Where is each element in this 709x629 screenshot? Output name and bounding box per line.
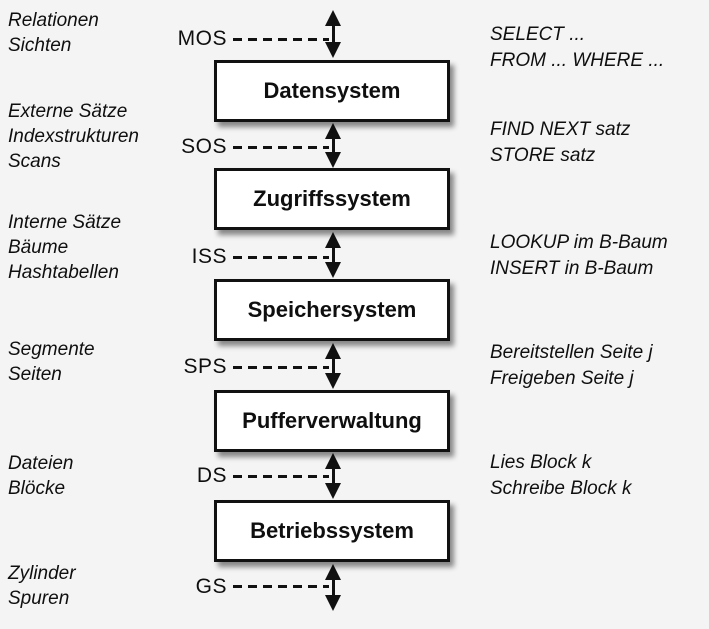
left-label-line: Externe Sätze	[8, 101, 128, 122]
dashed-connector-sos	[233, 146, 329, 149]
layer-box-pufferverwaltung	[214, 390, 450, 452]
layer-label: Speichersystem	[247, 297, 417, 322]
double-arrow-icon	[325, 343, 342, 389]
right-label-line: STORE satz	[490, 145, 596, 166]
layer-label: Zugriffssystem	[253, 186, 411, 211]
right-labels-sos	[490, 117, 630, 169]
dashed-connector-sps	[233, 366, 329, 369]
right-labels-iss	[490, 230, 668, 282]
right-label-line: Bereitstellen Seite j	[490, 342, 653, 363]
left-label-line: Interne Sätze	[8, 212, 122, 233]
dashed-connector-iss	[233, 256, 329, 259]
left-label-line: Scans	[8, 151, 61, 172]
right-label-line: LOOKUP im B-Baum	[490, 232, 668, 253]
left-label-line: Indexstrukturen	[8, 126, 139, 147]
layer-box-datensystem	[214, 60, 450, 122]
left-labels-sps	[8, 337, 95, 387]
arrow-shaft	[332, 14, 335, 54]
right-labels-sps	[490, 340, 653, 392]
double-arrow-icon	[325, 123, 342, 168]
right-label-line: INSERT in B-Baum	[490, 258, 654, 279]
double-arrow-icon	[325, 564, 342, 611]
right-label-line: Schreibe Block k	[490, 478, 632, 499]
double-arrow-icon	[325, 232, 342, 278]
dashed-connector-mos	[233, 38, 329, 41]
layer-box-speichersystem	[214, 279, 450, 341]
arrow-shaft	[332, 236, 335, 274]
left-label-line: Spuren	[8, 588, 70, 609]
interface-label-sps: SPS	[183, 355, 227, 378]
right-label-line: Lies Block k	[490, 452, 592, 473]
layer-label: Pufferverwaltung	[242, 408, 422, 433]
left-label-line: Hashtabellen	[8, 262, 119, 283]
interface-label-sos: SOS	[181, 135, 227, 158]
layer-box-betriebssystem	[214, 500, 450, 562]
layer-label: Datensystem	[263, 78, 401, 103]
arrow-shaft	[332, 568, 335, 607]
arrow-shaft	[332, 457, 335, 495]
interface-label-ds: DS	[196, 464, 227, 487]
double-arrow-icon	[325, 10, 342, 58]
layer-label: Betriebssystem	[250, 518, 414, 543]
left-label-line: Bäume	[8, 237, 69, 258]
dashed-connector-ds	[233, 475, 329, 478]
interface-label-gs: GS	[195, 575, 227, 598]
right-label-line: FROM ... WHERE ...	[490, 50, 665, 71]
right-label-line: SELECT ...	[490, 24, 586, 45]
left-labels-iss	[8, 210, 121, 285]
right-label-line: Freigeben Seite j	[490, 368, 634, 389]
left-labels-mos	[8, 8, 99, 58]
left-label-line: Relationen	[8, 10, 99, 31]
left-label-line: Blöcke	[8, 478, 66, 499]
left-label-line: Dateien	[8, 453, 74, 474]
left-label-line: Seiten	[8, 364, 62, 385]
arrow-shaft	[332, 347, 335, 385]
right-labels-mos	[490, 22, 664, 74]
left-labels-ds	[8, 451, 74, 501]
interface-label-iss: ISS	[191, 245, 227, 268]
double-arrow-icon	[325, 453, 342, 499]
left-label-line: Segmente	[8, 339, 95, 360]
arrow-shaft	[332, 127, 335, 164]
dashed-connector-gs	[233, 585, 329, 588]
left-labels-gs	[8, 561, 76, 611]
interface-label-mos: MOS	[177, 27, 227, 50]
left-label-line: Zylinder	[8, 563, 76, 584]
right-label-line: FIND NEXT satz	[490, 119, 631, 140]
left-label-line: Sichten	[8, 35, 72, 56]
layer-box-zugriffssystem	[214, 168, 450, 230]
right-labels-ds	[490, 450, 632, 502]
